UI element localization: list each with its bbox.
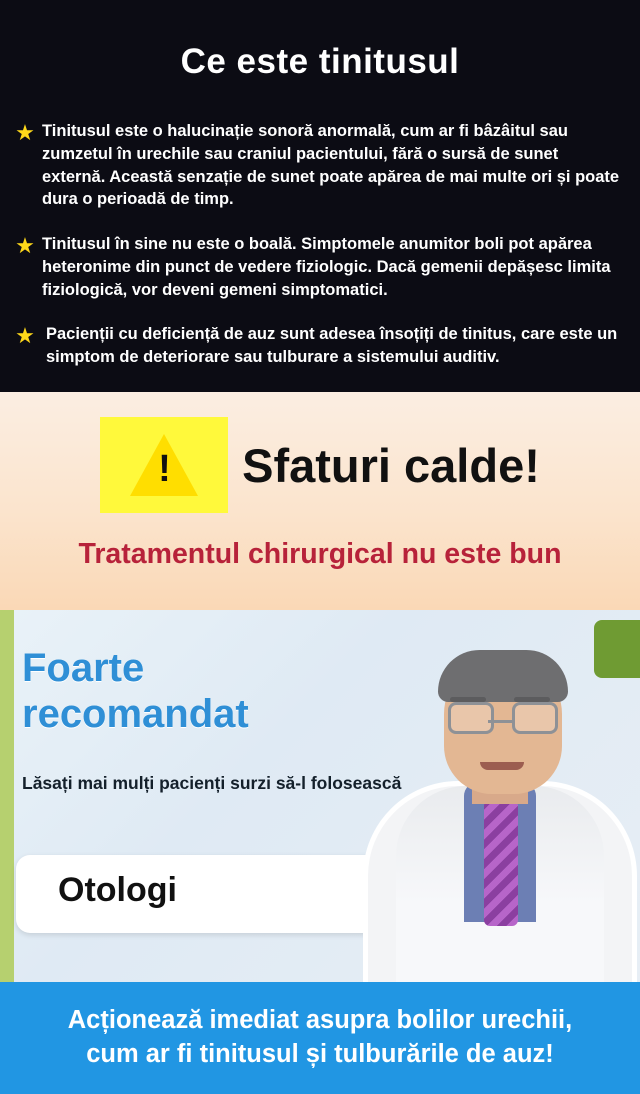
list-item bbox=[10, 120, 626, 211]
glasses-bridge bbox=[488, 720, 512, 723]
page-title: Ce este tinitusul bbox=[180, 42, 460, 81]
recommendation-headline-line2: recomandat bbox=[22, 692, 249, 737]
advice-subtitle: Tratamentul chirurgical nu este bun bbox=[78, 538, 562, 570]
star-icon: ★ bbox=[15, 120, 35, 145]
info-panel bbox=[0, 0, 640, 392]
warning-triangle-icon bbox=[100, 417, 228, 513]
doctor-mouth bbox=[480, 762, 524, 770]
list-item-text: Tinitusul în sine nu este o boală. Simptomele anumitor boli pot apărea heteronime din punct de vedere fiziologic. Dacă gemenii depășesc limita fiziologică, vor deveni gemeni simptomatici. bbox=[42, 235, 611, 299]
list-item-text: Tinitusul este o halucinație sonoră anormală, cum ar fi bâzâitul sau zumzetul în urechile sau craniul pacientului, fără o sursă de sunet externă. Această senzație de sunet poate apărea de mai multe ori și poate dura o perioadă de timp. bbox=[42, 122, 620, 209]
advice-header bbox=[0, 392, 640, 530]
cta-line-2: cum ar fi tinitusul și tulburările de auz! bbox=[86, 1040, 554, 1068]
advice-banner bbox=[0, 392, 640, 610]
list-item-text: Pacienții cu deficiență de auz sunt adesea însoțiți de tinitus, care este un simptom de deteriorare sau tulburare a sistemului auditiv. bbox=[46, 325, 618, 367]
glasses-icon bbox=[448, 702, 494, 734]
list-item bbox=[10, 323, 626, 369]
specialty-pill[interactable] bbox=[16, 855, 416, 933]
recommendation-card bbox=[0, 610, 640, 982]
glasses-icon bbox=[512, 702, 558, 734]
recommendation-headline-line1: Foarte bbox=[22, 646, 145, 690]
accent-bar bbox=[0, 610, 14, 982]
advice-title: Sfaturi calde! bbox=[242, 438, 540, 492]
doctor-hair bbox=[438, 650, 568, 702]
bullet-list bbox=[0, 120, 640, 369]
star-icon: ★ bbox=[15, 233, 35, 259]
call-to-action-banner[interactable] bbox=[0, 982, 640, 1094]
cta-line-1: Acționează imediat asupra bolilor urechii, bbox=[67, 1006, 573, 1035]
star-icon: ★ bbox=[15, 323, 35, 349]
list-item bbox=[10, 233, 626, 301]
doctor-photo bbox=[360, 610, 640, 982]
specialty-pill-label: Otologi bbox=[58, 871, 177, 909]
cta-text bbox=[58, 1004, 582, 1071]
recommendation-headline bbox=[22, 645, 249, 738]
doctor-tie bbox=[484, 800, 518, 926]
recommendation-subtext: Lăsați mai mulți pacienți surzi să-l folosească bbox=[22, 773, 402, 793]
